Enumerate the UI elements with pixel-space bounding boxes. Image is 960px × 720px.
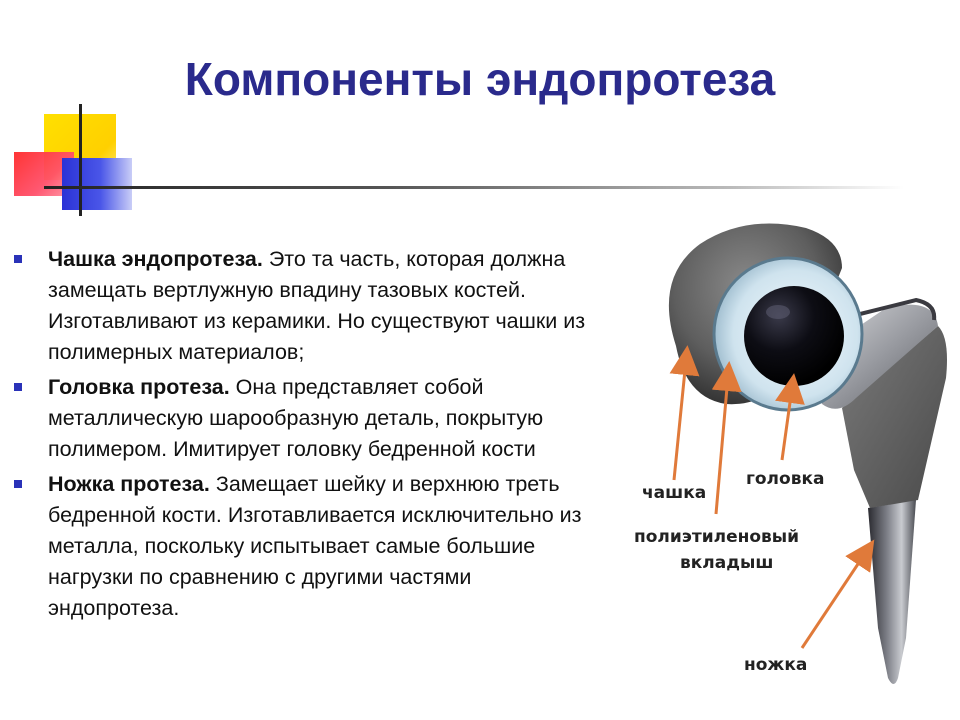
decor-horizontal-line	[44, 186, 904, 189]
head-highlight	[766, 305, 790, 319]
label-liner-line1: полиэтиленовый	[634, 527, 800, 547]
label-liner-line2: вкладыш	[680, 553, 774, 573]
bullet-heading: Ножка протеза.	[48, 472, 210, 496]
bullet-text: Она представляет собой металлическую шарообразную деталь, покрытую полимером. Имитирует головку бедренной кости	[48, 375, 544, 461]
list-item	[14, 244, 604, 368]
prosthesis-illustration	[616, 208, 960, 718]
label-stem: ножка	[744, 655, 808, 675]
head-ball	[744, 286, 844, 386]
stem-shape	[868, 500, 916, 684]
bullet-heading: Головка протеза.	[48, 375, 230, 399]
bullet-text: Замещает шейку и верхнюю треть бедренной кости. Изготавливается исключительно из металла, поскольку испытывает самые большие нагрузки по сравнению с другими частями эндопротеза.	[48, 472, 582, 620]
page-title: Компоненты эндопротеза	[184, 53, 776, 105]
bullet-square-icon	[14, 255, 22, 263]
list-item	[14, 372, 604, 465]
bullet-square-icon	[14, 480, 22, 488]
bullet-heading: Чашка эндопротеза.	[48, 247, 263, 271]
label-head: головка	[746, 469, 825, 489]
arrow-stem	[802, 552, 866, 648]
bullet-text: Это та часть, которая должна замещать вертлужную впадину тазовых костей. Изготавливают из керамики. Но существуют чашки из полимерных материалов;	[48, 247, 586, 364]
decor-vertical-line	[79, 104, 82, 216]
list-item	[14, 469, 604, 624]
bullet-list	[14, 244, 604, 628]
decor-blue-square	[62, 158, 132, 210]
bullet-square-icon	[14, 383, 22, 391]
arrow-cup	[674, 360, 686, 480]
label-cup: чашка	[642, 483, 707, 503]
